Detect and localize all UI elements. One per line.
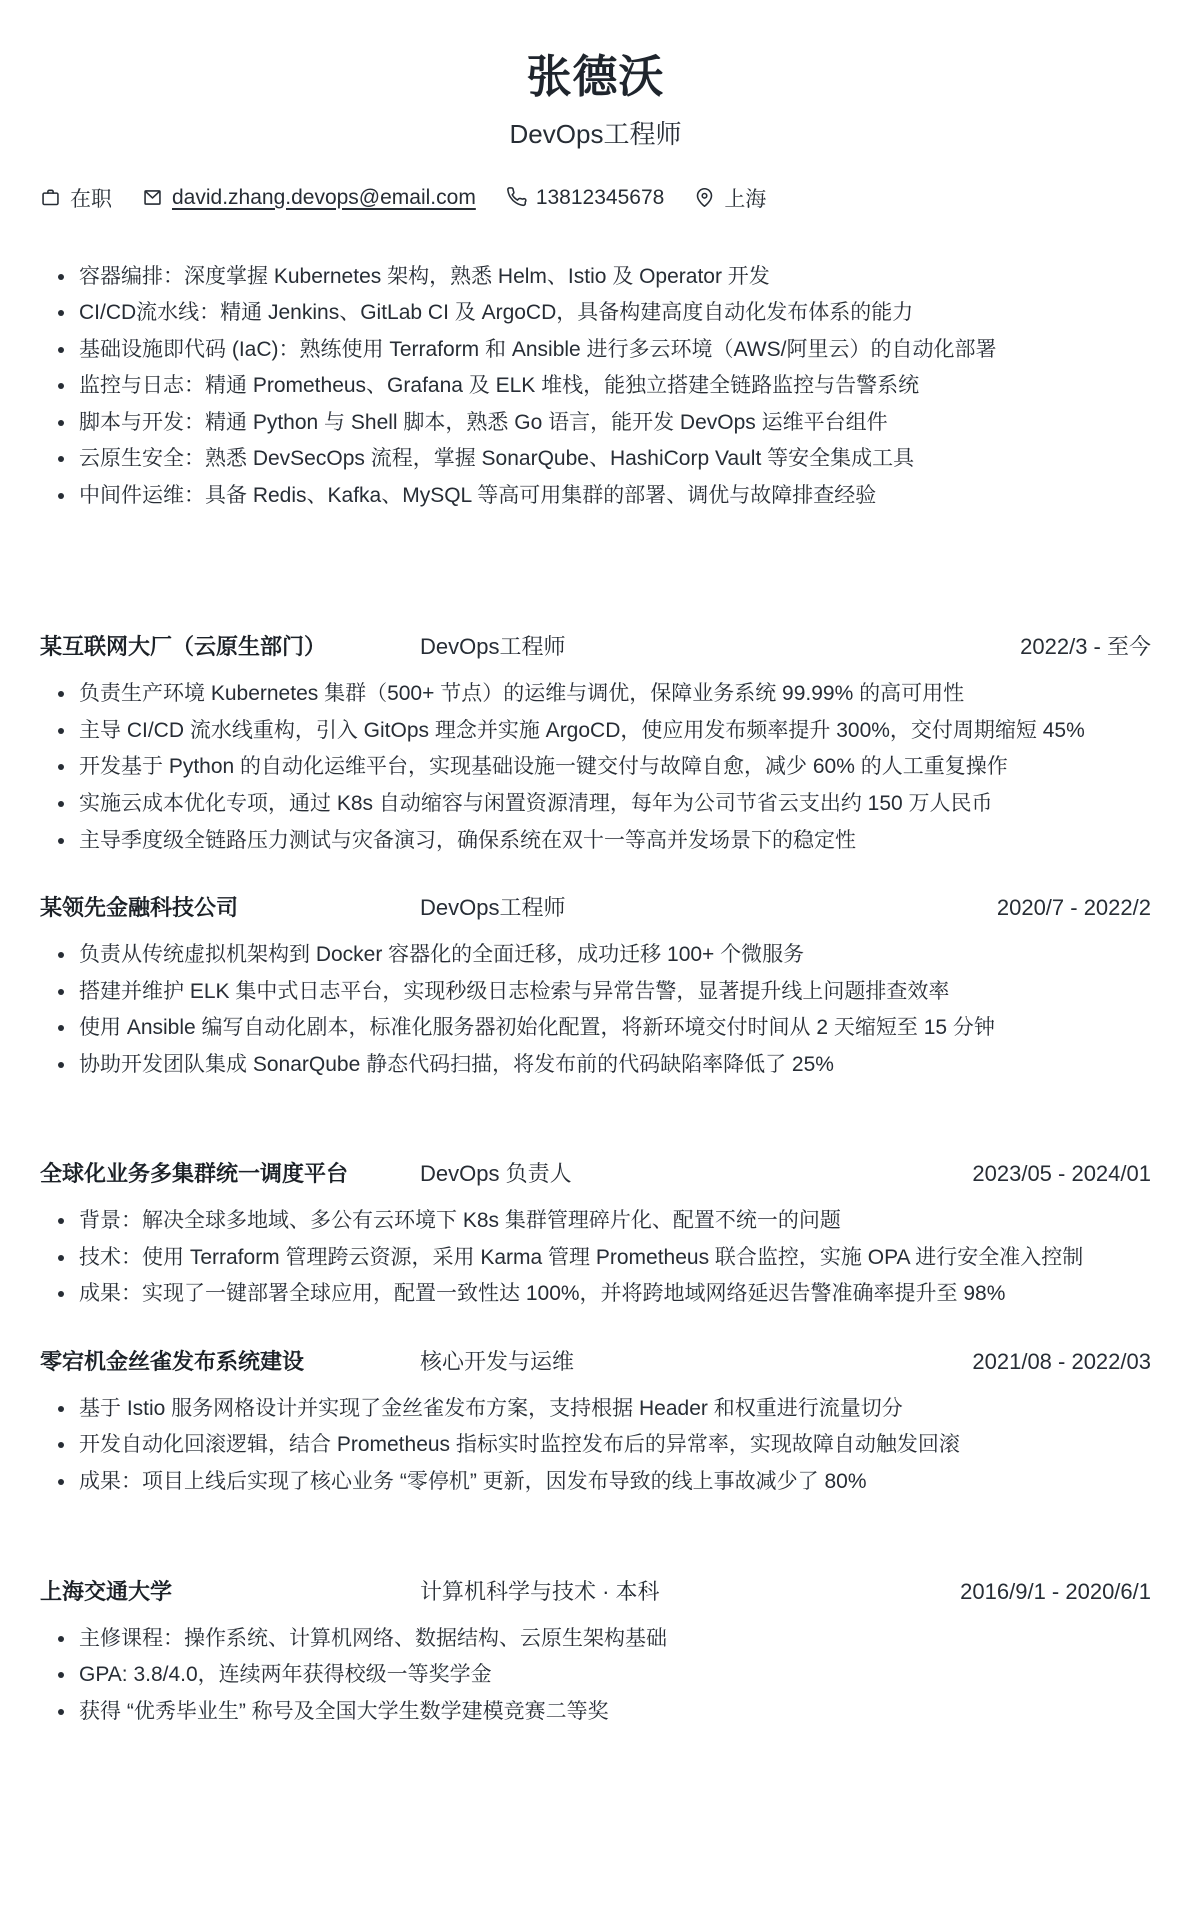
school-name: 上海交通大学 <box>40 1578 173 1604</box>
experience-bullets <box>40 939 1151 1081</box>
briefcase-icon <box>40 187 61 208</box>
skill-item: • 监控与日志：精通 Prometheus、Grafana 及 ELK 堆栈，能独立搭建全链路监控与告警系统 <box>77 370 1151 403</box>
phone-icon <box>506 187 527 208</box>
skill-item: • 容器编排：深度掌握 Kubernetes 架构，熟悉 Helm、Istio 及 Operator 开发 <box>77 261 1151 294</box>
education-entry <box>40 1575 1151 1729</box>
project-period: 2023/05 - 2024/01 <box>972 1161 1151 1187</box>
experience-bullet: • 主导季度级全链路压力测试与灾备演习，确保系统在双十一等高并发场景下的稳定性 <box>77 825 1151 858</box>
skill-item: • 云原生安全：熟悉 DevSecOps 流程，掌握 SonarQube、HashiCorp Vault 等安全集成工具 <box>77 443 1151 476</box>
contact-row <box>40 183 1151 213</box>
project-name: 全球化业务多集群统一调度平台 <box>40 1161 349 1187</box>
experience-bullet: • 开发基于 Python 的自动化运维平台，实现基础设施一键交付与故障自愈，减少 60% 的人工重复操作 <box>77 751 1151 784</box>
projects-section <box>40 1157 1151 1498</box>
experience-bullet: • 搭建并维护 ELK 集中式日志平台，实现秒级日志检索与异常告警，显著提升线上问题排查效率 <box>77 976 1151 1009</box>
experience-entry <box>40 891 1151 1081</box>
project-bullets <box>40 1205 1151 1311</box>
project-role: DevOps 负责人 <box>420 1161 572 1187</box>
experience-bullet: • 负责生产环境 Kubernetes 集群（500+ 节点）的运维与调优，保障业务系统 99.99% 的高可用性 <box>77 678 1151 711</box>
experience-bullet: • 使用 Ansible 编写自动化剧本，标准化服务器初始化配置，将新环境交付时间从 2 天缩短至 15 分钟 <box>77 1012 1151 1045</box>
skill-item: • 基础设施即代码 (IaC)：熟练使用 Terraform 和 Ansible 进行多云环境（AWS/阿里云）的自动化部署 <box>77 334 1151 367</box>
project-name: 零宕机金丝雀发布系统建设 <box>40 1348 305 1374</box>
skills-list <box>40 261 1151 513</box>
project-bullet: • 技术：使用 Terraform 管理跨云资源，采用 Karma 管理 Prometheus 联合监控，实施 OPA 进行安全准入控制 <box>77 1242 1151 1275</box>
project-period: 2021/08 - 2022/03 <box>972 1348 1151 1374</box>
candidate-name: 张德沃 <box>526 51 665 102</box>
job-period: 2022/3 - 至今 <box>1020 634 1151 660</box>
company-name: 某互联网大厂（云原生部门） <box>40 634 327 660</box>
project-bullet: • 成果：项目上线后实现了核心业务 “零停机” 更新，因发布导致的线上事故减少了 80% <box>77 1466 1151 1499</box>
project-bullet: • 开发自动化回滚逻辑，结合 Prometheus 指标实时监控发布后的异常率，实现故障自动触发回滚 <box>77 1429 1151 1462</box>
location-pin-icon <box>694 187 715 208</box>
job-role: DevOps工程师 <box>420 895 566 921</box>
skill-item: • CI/CD流水线：精通 Jenkins、GitLab CI 及 ArgoCD，具备构建高度自动化发布体系的能力 <box>77 297 1151 330</box>
project-entry <box>40 1157 1151 1311</box>
employment-status <box>40 183 112 213</box>
education-period: 2016/9/1 - 2020/6/1 <box>960 1578 1151 1604</box>
experience-bullet: • 协助开发团队集成 SonarQube 静态代码扫描，将发布前的代码缺陷率降低了 25% <box>77 1049 1151 1082</box>
project-entry-header <box>40 1157 1151 1188</box>
contact-email <box>142 186 476 210</box>
job-role: DevOps工程师 <box>420 634 566 660</box>
project-bullet: • 基于 Istio 服务网格设计并实现了金丝雀发布方案，支持根据 Header 和权重进行流量切分 <box>77 1393 1151 1426</box>
experience-bullets <box>40 678 1151 857</box>
experience-entry-header <box>40 891 1151 922</box>
degree-major: 计算机科学与技术 · 本科 <box>420 1578 660 1604</box>
experience-entry-header <box>40 630 1151 661</box>
education-bullet: • 主修课程：操作系统、计算机网络、数据结构、云原生架构基础 <box>77 1623 1151 1656</box>
skill-item: • 中间件运维：具备 Redis、Kafka、MySQL 等高可用集群的部署、调优与故障排查经验 <box>77 480 1151 513</box>
experience-bullet: • 主导 CI/CD 流水线重构，引入 GitOps 理念并实施 ArgoCD，使应用发布频率提升 300%，交付周期缩短 45% <box>77 715 1151 748</box>
project-bullet: • 背景：解决全球多地域、多公有云环境下 K8s 集群管理碎片化、配置不统一的问题 <box>77 1205 1151 1238</box>
experience-entry <box>40 630 1151 857</box>
location-label: 上海 <box>724 187 767 211</box>
contact-location <box>694 183 766 213</box>
education-section <box>40 1575 1151 1729</box>
employment-status-label: 在职 <box>70 187 112 211</box>
phone-number: 13812345678 <box>535 185 665 209</box>
education-bullet: • 获得 “优秀毕业生” 称号及全国大学生数学建模竞赛二等奖 <box>77 1696 1151 1729</box>
education-entry-header <box>40 1575 1151 1606</box>
experience-bullet: • 实施云成本优化专项，通过 K8s 自动缩容与闲置资源清理，每年为公司节省云支出约 150 万人民币 <box>77 788 1151 821</box>
education-bullets <box>40 1623 1151 1729</box>
project-bullet: • 成果：实现了一键部署全球应用，配置一致性达 100%，并将跨地域网络延迟告警准确率提升至 98% <box>77 1278 1151 1311</box>
job-period: 2020/7 - 2022/2 <box>996 895 1151 921</box>
email-link[interactable]: david.zhang.devops@email.com <box>172 185 476 209</box>
education-bullet: • GPA: 3.8/4.0，连续两年获得校级一等奖学金 <box>77 1659 1151 1692</box>
skill-item: • 脚本与开发：精通 Python 与 Shell 脚本，熟悉 Go 语言，能开发 DevOps 运维平台组件 <box>77 407 1151 440</box>
project-entry-header <box>40 1345 1151 1376</box>
resume-header <box>40 48 1151 213</box>
contact-phone <box>506 186 664 210</box>
candidate-job-title: DevOps工程师 <box>509 118 682 149</box>
experience-section <box>40 630 1151 1081</box>
mail-icon <box>142 187 163 208</box>
project-bullets <box>40 1393 1151 1499</box>
experience-bullet: • 负责从传统虚拟机架构到 Docker 容器化的全面迁移，成功迁移 100+ 个微服务 <box>77 939 1151 972</box>
company-name: 某领先金融科技公司 <box>40 895 239 921</box>
project-role: 核心开发与运维 <box>420 1348 575 1374</box>
project-entry <box>40 1345 1151 1499</box>
